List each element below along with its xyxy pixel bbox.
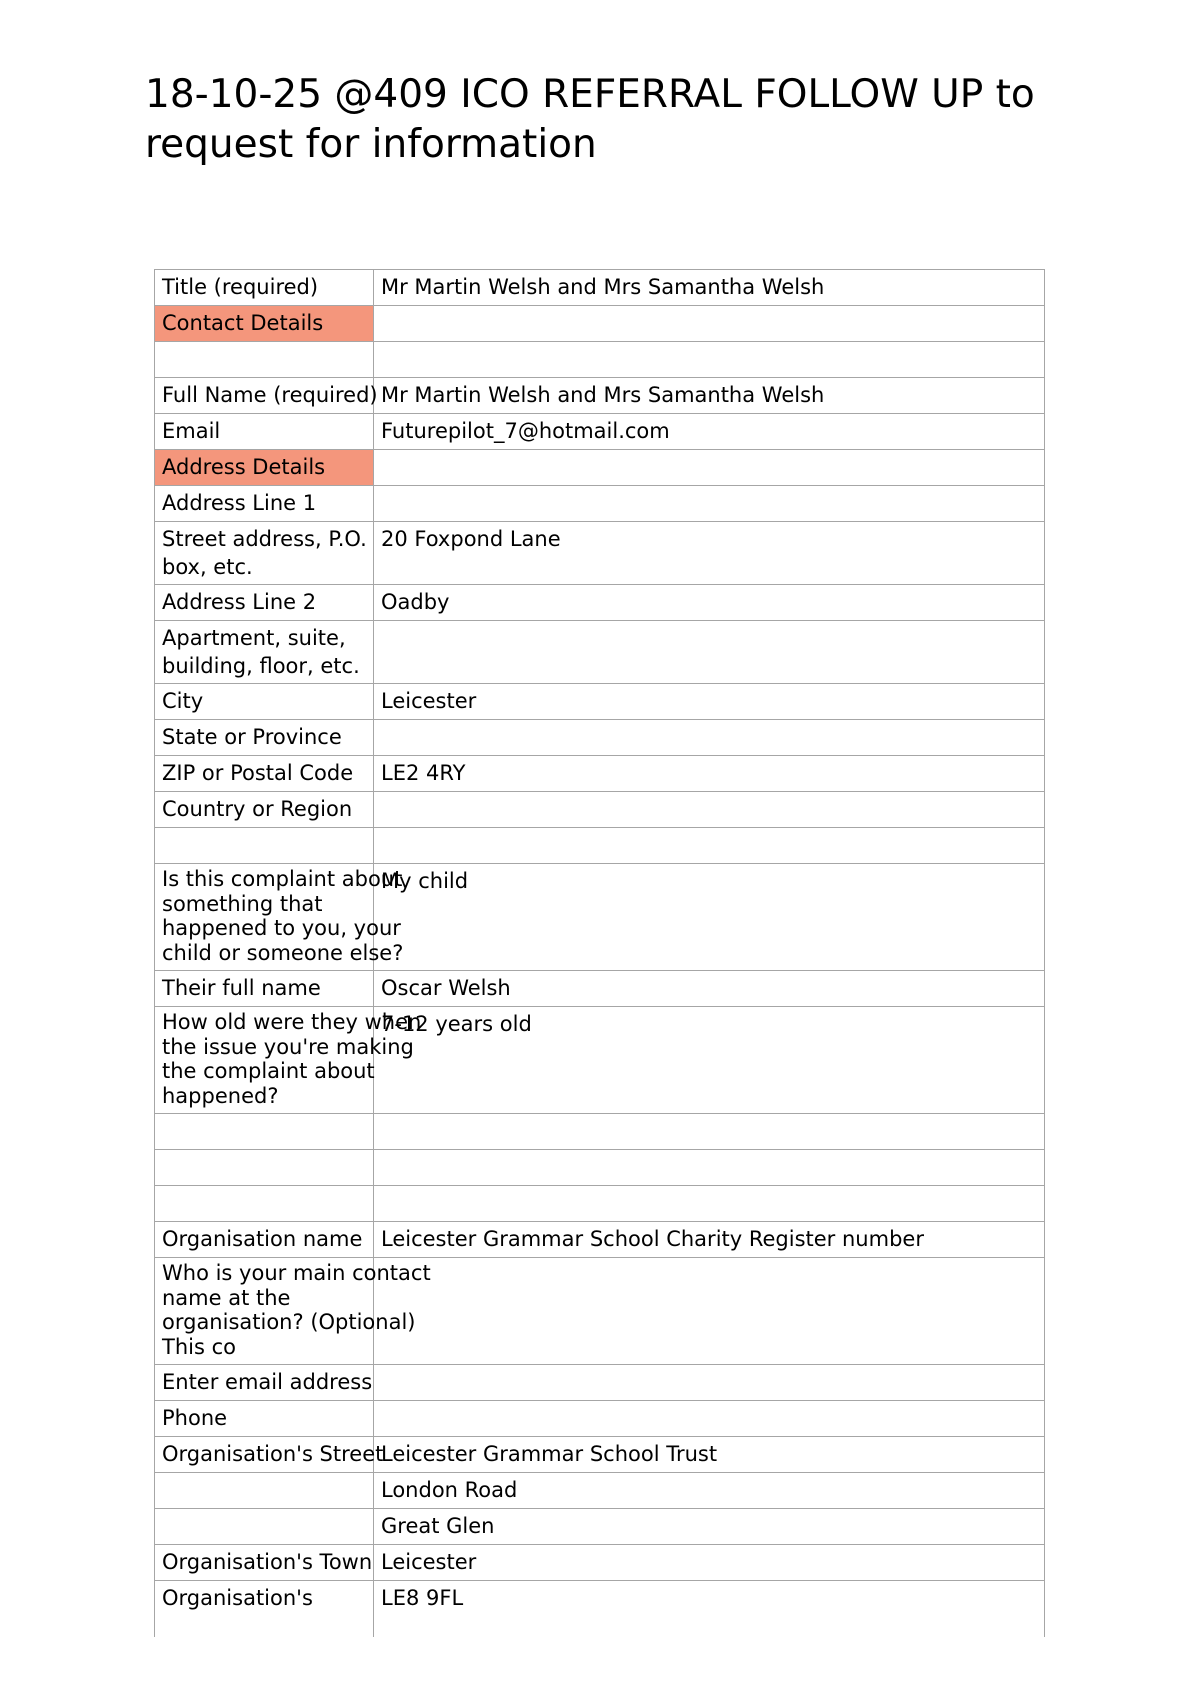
field-value: 7-12 years old — [374, 1007, 1045, 1114]
table-row — [155, 864, 1045, 971]
table-row — [155, 1150, 1045, 1186]
section-header-row — [155, 306, 1045, 342]
table-row — [155, 1473, 1045, 1509]
field-label — [155, 828, 374, 864]
field-label: Organisation's Street — [155, 1437, 374, 1473]
table-row — [155, 486, 1045, 522]
complaint-form-table — [154, 269, 1045, 1637]
table-row — [155, 1258, 1045, 1365]
table-row — [155, 1186, 1045, 1222]
table-row — [155, 342, 1045, 378]
field-label: ZIP or Postal Code — [155, 756, 374, 792]
section-header-row — [155, 450, 1045, 486]
field-value: Futurepilot_7@hotmail.com — [374, 414, 1045, 450]
table-row — [155, 1545, 1045, 1581]
field-value — [374, 792, 1045, 828]
field-value — [374, 720, 1045, 756]
field-value — [374, 1150, 1045, 1186]
table-row — [155, 1365, 1045, 1401]
field-value — [374, 621, 1045, 684]
field-label: Title (required) — [155, 270, 374, 306]
field-value: Oscar Welsh — [374, 971, 1045, 1007]
table-row — [155, 720, 1045, 756]
field-label: Apartment, suite, building, floor, etc. — [155, 621, 374, 684]
field-label: Organisation's Town — [155, 1545, 374, 1581]
table-row — [155, 792, 1045, 828]
table-row — [155, 1581, 1045, 1637]
field-value: London Road — [374, 1473, 1045, 1509]
field-value — [374, 450, 1045, 486]
field-label: Their full name — [155, 971, 374, 1007]
table-row — [155, 270, 1045, 306]
table-row — [155, 1007, 1045, 1114]
field-value: Mr Martin Welsh and Mrs Samantha Welsh — [374, 270, 1045, 306]
field-label: Country or Region — [155, 792, 374, 828]
field-value — [374, 1365, 1045, 1401]
field-value — [374, 486, 1045, 522]
field-value: Leicester Grammar School Charity Register number — [374, 1222, 1045, 1258]
field-value: Great Glen — [374, 1509, 1045, 1545]
table-row — [155, 522, 1045, 585]
field-value: Leicester — [374, 684, 1045, 720]
field-value: LE2 4RY — [374, 756, 1045, 792]
field-value: Mr Martin Welsh and Mrs Samantha Welsh — [374, 378, 1045, 414]
table-row — [155, 684, 1045, 720]
table-row — [155, 971, 1045, 1007]
field-label: Address Line 1 — [155, 486, 374, 522]
field-label — [155, 1114, 374, 1150]
field-label: State or Province — [155, 720, 374, 756]
field-value — [374, 1186, 1045, 1222]
section-header-address-details: Address Details — [155, 450, 374, 486]
field-value: My child — [374, 864, 1045, 971]
field-value — [374, 342, 1045, 378]
field-label: Organisation name — [155, 1222, 374, 1258]
field-label: Full Name (required) — [155, 378, 374, 414]
table-row — [155, 414, 1045, 450]
field-value: Leicester — [374, 1545, 1045, 1581]
field-value: Oadby — [374, 585, 1045, 621]
field-label — [155, 342, 374, 378]
table-row — [155, 585, 1045, 621]
field-label — [155, 1150, 374, 1186]
field-label: Organisation's — [155, 1581, 374, 1637]
field-value: Leicester Grammar School Trust — [374, 1437, 1045, 1473]
field-value: LE8 9FL — [374, 1581, 1045, 1637]
document-title: 18-10-25 @409 ICO REFERRAL FOLLOW UP to request for information — [145, 72, 1035, 167]
field-value — [374, 306, 1045, 342]
table-row — [155, 1437, 1045, 1473]
field-value — [374, 1114, 1045, 1150]
field-label: Email — [155, 414, 374, 450]
table-row — [155, 828, 1045, 864]
field-label: Who is your main contact name at the organisation? (Optional) This co — [155, 1258, 374, 1365]
field-label: Address Line 2 — [155, 585, 374, 621]
field-value — [374, 1258, 1045, 1365]
table-row — [155, 756, 1045, 792]
field-label — [155, 1473, 374, 1509]
field-label: City — [155, 684, 374, 720]
field-label: Phone — [155, 1401, 374, 1437]
table-row — [155, 1401, 1045, 1437]
field-value — [374, 828, 1045, 864]
table-row — [155, 1222, 1045, 1258]
field-label: Is this complaint about something that happened to you, your child or someone else? — [155, 864, 374, 971]
table-row — [155, 1114, 1045, 1150]
field-label — [155, 1186, 374, 1222]
field-label: Street address, P.O. box, etc. — [155, 522, 374, 585]
field-value — [374, 1401, 1045, 1437]
field-label: Enter email address — [155, 1365, 374, 1401]
section-header-contact-details: Contact Details — [155, 306, 374, 342]
field-value: 20 Foxpond Lane — [374, 522, 1045, 585]
table-row — [155, 1509, 1045, 1545]
field-label: How old were they when the issue you're making the complaint about happened? — [155, 1007, 374, 1114]
table-row — [155, 378, 1045, 414]
table-row — [155, 621, 1045, 684]
field-label — [155, 1509, 374, 1545]
